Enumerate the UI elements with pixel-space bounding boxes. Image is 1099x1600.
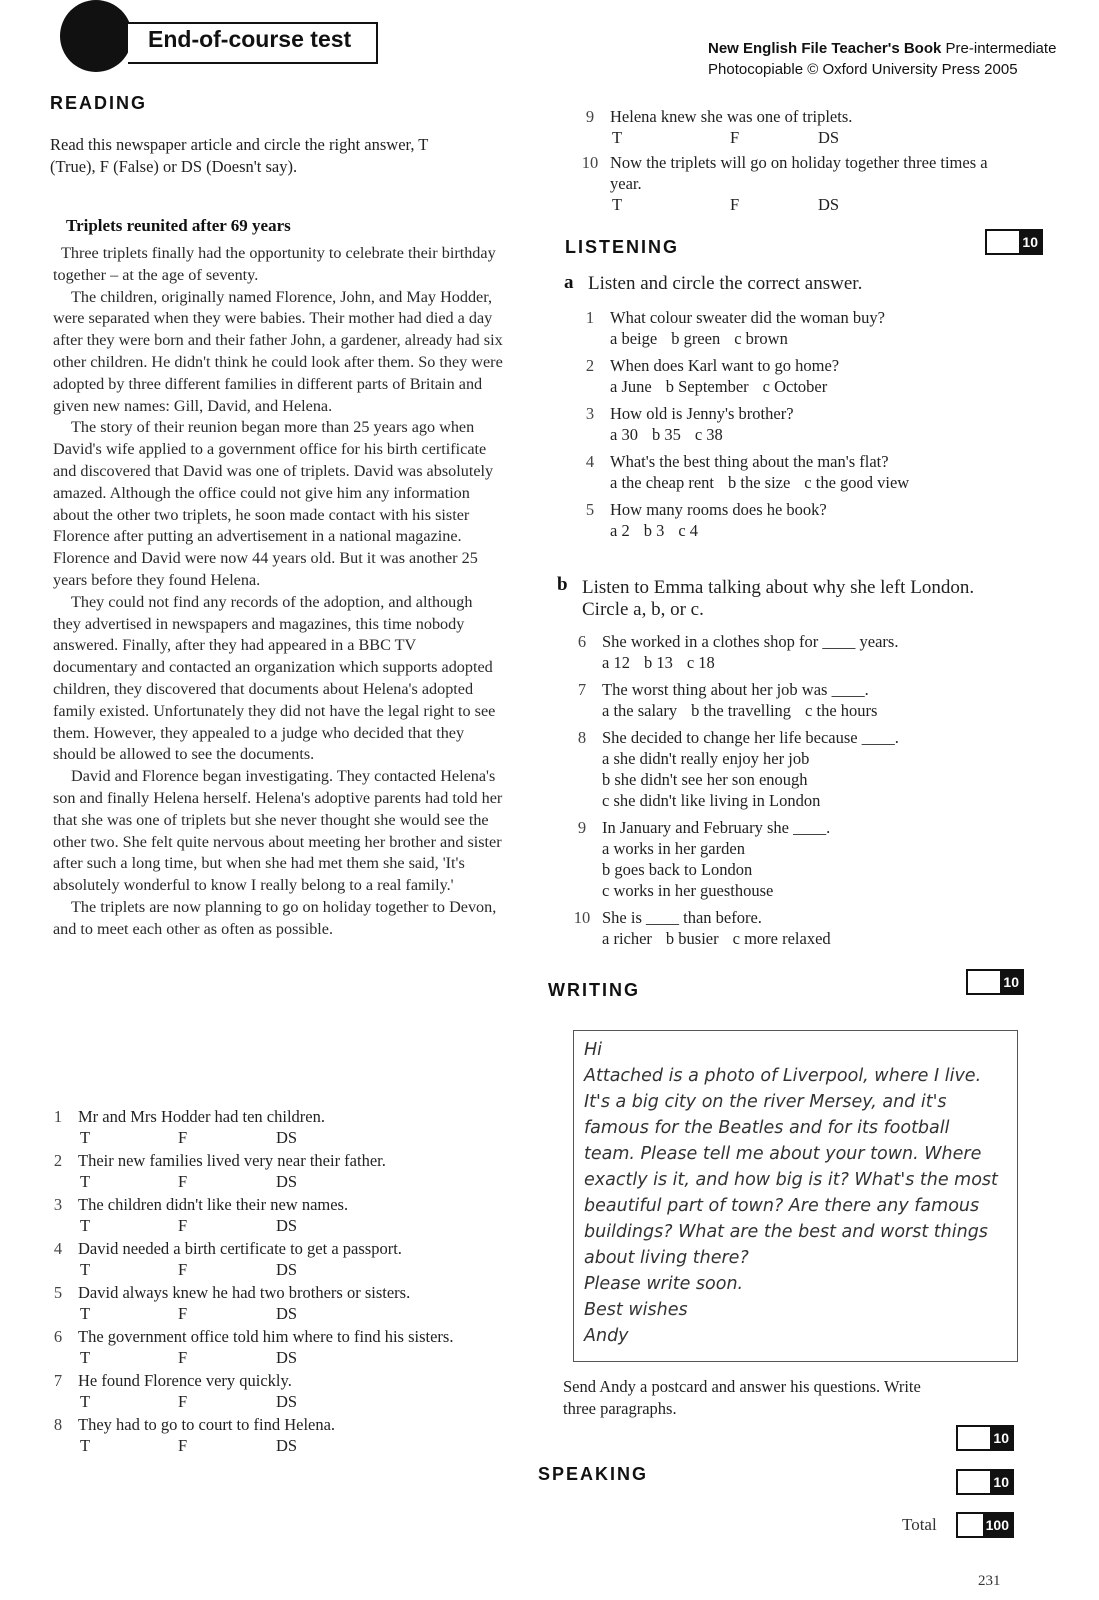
listening-question bbox=[580, 499, 1010, 541]
reading-question bbox=[580, 106, 1010, 148]
question-text: Now the triplets will go on holiday together three times a year. bbox=[610, 153, 988, 193]
question-number: 1 bbox=[53, 1107, 63, 1126]
speaking-heading: SPEAKING bbox=[538, 1464, 649, 1484]
question-number: 3 bbox=[53, 1195, 63, 1214]
option-a[interactable]: a she didn't really enjoy her job bbox=[602, 749, 810, 768]
answer-false[interactable]: F bbox=[730, 128, 740, 147]
reading-instruction bbox=[50, 134, 510, 177]
article-paragraph: Three triplets finally had the opportunity to celebrate their birthday together – at the age of seventy. bbox=[53, 244, 496, 284]
listening-part-b-instruction bbox=[582, 577, 1042, 621]
answer-doesnt-say[interactable]: DS bbox=[276, 1348, 298, 1367]
option-c[interactable]: c 38 bbox=[694, 425, 723, 444]
answer-true[interactable]: T bbox=[80, 1436, 91, 1455]
option-c[interactable]: c more relaxed bbox=[732, 929, 831, 948]
option-c[interactable]: c the good view bbox=[804, 473, 910, 492]
question-text: They had to go to court to find Helena. bbox=[78, 1415, 336, 1434]
total-label: Total bbox=[902, 1515, 937, 1534]
question-text: She worked in a clothes shop for ____ years. bbox=[602, 632, 899, 651]
question-text: In January and February she ____. bbox=[602, 818, 831, 837]
reading-question bbox=[580, 152, 1010, 215]
speaking-score-box[interactable] bbox=[956, 1469, 1014, 1495]
email-line: Attached is a photo of Liverpool, where I live. bbox=[584, 1066, 982, 1086]
question-number: 6 bbox=[577, 632, 587, 651]
answer-false[interactable]: F bbox=[178, 1392, 188, 1411]
answer-doesnt-say[interactable]: DS bbox=[276, 1392, 298, 1411]
answer-false[interactable]: F bbox=[178, 1436, 188, 1455]
reading-question bbox=[48, 1414, 508, 1456]
listening-question bbox=[572, 907, 1012, 949]
answer-true[interactable]: T bbox=[612, 195, 623, 214]
reading-question bbox=[48, 1326, 478, 1368]
option-a[interactable]: a June bbox=[610, 377, 652, 396]
answer-true[interactable]: T bbox=[80, 1348, 91, 1367]
email-line: Please write soon. bbox=[584, 1274, 744, 1294]
reading-questions-right bbox=[580, 106, 1010, 215]
option-b[interactable]: b the travelling bbox=[691, 701, 792, 720]
answer-false[interactable]: F bbox=[178, 1348, 188, 1367]
option-a[interactable]: a 12 bbox=[602, 653, 630, 672]
option-a[interactable]: a 2 bbox=[610, 521, 630, 540]
question-number: 6 bbox=[53, 1327, 63, 1346]
email-line: team. Please tell me about your town. Where bbox=[584, 1144, 982, 1164]
option-b[interactable]: b green bbox=[671, 329, 721, 348]
email-box bbox=[573, 1030, 1018, 1362]
question-text: She decided to change her life because ____. bbox=[602, 728, 899, 747]
page-number: 231 bbox=[978, 1573, 1001, 1589]
total-score-box[interactable] bbox=[956, 1512, 1014, 1538]
question-text: What colour sweater did the woman buy? bbox=[610, 308, 885, 327]
answer-doesnt-say[interactable]: DS bbox=[818, 128, 840, 147]
reading-heading: READING bbox=[50, 93, 148, 113]
answer-true[interactable]: T bbox=[80, 1304, 91, 1323]
article-paragraph: David and Florence began investigating. They contacted Helena's son and finally Helena herself. Helena's adoptive parents had told her that she was one of triplets but she never thought she would see the other two. She felt quite nervous about meeting her brother and sister after such a long time, but when she had met them she said, 'It's absolutely wonderful to know I really belong to a real family.' bbox=[53, 767, 503, 895]
reading-instruction-line-2: (True), F (False) or DS (Doesn't say). bbox=[50, 156, 298, 176]
listening-question bbox=[580, 403, 1010, 445]
option-b[interactable]: b she didn't see her son enough bbox=[602, 770, 808, 789]
question-number: 10 bbox=[581, 153, 599, 172]
answer-false[interactable]: F bbox=[178, 1128, 188, 1147]
listening-question bbox=[572, 817, 1012, 901]
question-text: The government office told him where to find his sisters. bbox=[78, 1327, 454, 1346]
question-text: Helena knew she was one of triplets. bbox=[610, 107, 853, 126]
email-line: beautiful part of town? Are there any famous bbox=[584, 1196, 980, 1216]
reading-question bbox=[48, 1150, 508, 1192]
reading-score: 10 bbox=[1019, 231, 1041, 253]
answer-false[interactable]: F bbox=[730, 195, 740, 214]
answer-doesnt-say[interactable]: DS bbox=[276, 1172, 298, 1191]
reading-score-box[interactable] bbox=[985, 229, 1043, 255]
email-line: buildings? What are the best and worst things bbox=[584, 1222, 988, 1242]
article-paragraph: The story of their reunion began more than 25 years ago when David's wife applied to a government office for his birth certificate and discovered that David was one of triplets. David was absolutely amazed. Although the office could not give him any information about the other two triplets, he soon made contact with his sister Florence after putting an advertisement in a national magazine. Florence and David were now 44 years old. But it was another 25 years before they found Helena. bbox=[53, 418, 494, 589]
question-number: 9 bbox=[577, 818, 587, 837]
question-text: When does Karl want to go home? bbox=[610, 356, 840, 375]
answer-true[interactable]: T bbox=[80, 1128, 91, 1147]
question-text: David always knew he had two brothers or sisters. bbox=[78, 1283, 411, 1302]
question-number: 4 bbox=[585, 452, 595, 471]
question-text: She is ____ than before. bbox=[602, 908, 762, 927]
option-c[interactable]: c works in her guesthouse bbox=[602, 881, 774, 900]
writing-heading: WRITING bbox=[548, 980, 640, 1000]
writing-score: 10 bbox=[990, 1427, 1012, 1449]
publisher-book: New English File Teacher's Book bbox=[708, 40, 942, 57]
option-b[interactable]: b the size bbox=[727, 473, 791, 492]
question-number: 3 bbox=[585, 404, 595, 423]
listening-heading: LISTENING bbox=[565, 237, 680, 257]
question-number: 10 bbox=[573, 908, 591, 927]
listening-part-b-instruction-line-2: Circle a, b, or c. bbox=[582, 599, 704, 620]
answer-false[interactable]: F bbox=[178, 1304, 188, 1323]
question-text: The children didn't like their new names. bbox=[78, 1195, 349, 1214]
article-title: Triplets reunited after 69 years bbox=[66, 216, 291, 235]
listening-part-a-letter: a bbox=[564, 272, 574, 293]
answer-true[interactable]: T bbox=[80, 1216, 91, 1235]
question-number: 8 bbox=[577, 728, 587, 747]
question-text: How old is Jenny's brother? bbox=[610, 404, 794, 423]
question-text: Their new families lived very near their father. bbox=[78, 1151, 386, 1170]
option-a[interactable]: a 30 bbox=[610, 425, 638, 444]
listening-score-box[interactable] bbox=[966, 969, 1024, 995]
writing-task bbox=[563, 1376, 1003, 1419]
reading-question bbox=[48, 1238, 508, 1280]
listening-question bbox=[580, 355, 1010, 397]
answer-doesnt-say[interactable]: DS bbox=[276, 1436, 298, 1455]
email-line: It's a big city on the river Mersey, and it's bbox=[584, 1092, 947, 1112]
option-a[interactable]: a works in her garden bbox=[602, 839, 745, 858]
listening-part-a-instruction: Listen and circle the correct answer. bbox=[588, 273, 863, 294]
answer-true[interactable]: T bbox=[80, 1392, 91, 1411]
question-text: David needed a birth certificate to get a passport. bbox=[78, 1239, 402, 1258]
option-c[interactable]: c brown bbox=[734, 329, 788, 348]
article-body bbox=[53, 243, 503, 941]
listening-part-b-questions bbox=[572, 631, 1012, 949]
email-line: Andy bbox=[584, 1326, 629, 1346]
option-b[interactable]: b 35 bbox=[651, 425, 681, 444]
question-text: How many rooms does he book? bbox=[610, 500, 827, 519]
question-number: 5 bbox=[53, 1283, 63, 1302]
copyright: Photocopiable © Oxford University Press 2005 bbox=[708, 61, 1018, 78]
listening-question bbox=[580, 307, 1010, 349]
question-number: 8 bbox=[53, 1415, 63, 1434]
email-line: exactly is it, and how big is it? What's the most bbox=[584, 1170, 998, 1190]
article-paragraph: They could not find any records of the adoption, and although they advertised in newspapers and magazines, this time nobody answered. Finally, after they had appeared in a BBC TV documentary and contacted an organization which supports adopted children, they discovered that documents about Helena's adopted family existed. Unfortunately they did not have the legal right to see them. However, they appealed to a judge who decided that they should be allowed to see the documents. bbox=[53, 592, 496, 764]
question-number: 9 bbox=[585, 107, 595, 126]
question-text: Mr and Mrs Hodder had ten children. bbox=[78, 1107, 325, 1126]
answer-false[interactable]: F bbox=[178, 1216, 188, 1235]
reading-question bbox=[48, 1194, 508, 1236]
answer-true[interactable]: T bbox=[612, 128, 623, 147]
listening-part-a-questions bbox=[580, 307, 1010, 541]
option-b[interactable]: b 3 bbox=[643, 521, 665, 540]
speaking-score: 10 bbox=[990, 1471, 1012, 1493]
question-number: 5 bbox=[585, 500, 595, 519]
writing-task-line-2: three paragraphs. bbox=[563, 1398, 677, 1418]
article-paragraph: The triplets are now planning to go on holiday together to Devon, and to meet each other as often as possible. bbox=[53, 897, 497, 938]
option-c[interactable]: c the hours bbox=[805, 701, 878, 720]
reading-instruction-line-1: Read this newspaper article and circle the right answer, T bbox=[50, 135, 429, 154]
answer-false[interactable]: F bbox=[178, 1172, 188, 1191]
option-c[interactable]: c October bbox=[762, 377, 828, 396]
listening-part-b-instruction-line-1: Listen to Emma talking about why she left London. bbox=[582, 577, 975, 598]
option-b[interactable]: b 13 bbox=[643, 653, 673, 672]
page-title: End-of-course test bbox=[148, 26, 352, 52]
question-number: 4 bbox=[53, 1239, 63, 1258]
answer-false[interactable]: F bbox=[178, 1260, 188, 1279]
reading-question bbox=[48, 1106, 508, 1148]
listening-question bbox=[572, 727, 1012, 811]
email-line: about living there? bbox=[584, 1248, 749, 1268]
question-text: The worst thing about her job was ____. bbox=[602, 680, 869, 699]
question-number: 7 bbox=[53, 1371, 63, 1390]
option-b[interactable]: b September bbox=[665, 377, 749, 396]
answer-true[interactable]: T bbox=[80, 1172, 91, 1191]
option-c[interactable]: c 4 bbox=[678, 521, 699, 540]
option-a[interactable]: a richer bbox=[602, 929, 652, 948]
option-c[interactable]: c 18 bbox=[686, 653, 715, 672]
option-b[interactable]: b goes back to London bbox=[602, 860, 753, 879]
answer-true[interactable]: T bbox=[80, 1260, 91, 1279]
answer-doesnt-say[interactable]: DS bbox=[276, 1216, 298, 1235]
email-line: Hi bbox=[584, 1040, 603, 1060]
email-line: Best wishes bbox=[584, 1300, 688, 1320]
header-decoration-circle bbox=[60, 0, 132, 72]
publisher-info bbox=[708, 38, 1056, 80]
answer-doesnt-say[interactable]: DS bbox=[818, 195, 840, 214]
option-a[interactable]: a the cheap rent bbox=[610, 473, 714, 492]
question-number: 7 bbox=[577, 680, 587, 699]
question-text: He found Florence very quickly. bbox=[78, 1371, 292, 1390]
listening-part-b-letter: b bbox=[557, 574, 568, 595]
publisher-level: Pre-intermediate bbox=[941, 40, 1057, 57]
answer-doesnt-say[interactable]: DS bbox=[276, 1260, 298, 1279]
question-number: 2 bbox=[53, 1151, 63, 1170]
answer-doesnt-say[interactable]: DS bbox=[276, 1304, 298, 1323]
option-b[interactable]: b busier bbox=[665, 929, 719, 948]
reading-questions-left bbox=[48, 1106, 508, 1458]
writing-score-box[interactable] bbox=[956, 1425, 1014, 1451]
reading-question bbox=[48, 1370, 508, 1412]
option-a[interactable]: a beige bbox=[610, 329, 658, 348]
question-text: What's the best thing about the man's flat? bbox=[610, 452, 889, 471]
listening-question bbox=[580, 451, 1010, 493]
answer-doesnt-say[interactable]: DS bbox=[276, 1128, 298, 1147]
question-number: 2 bbox=[585, 356, 595, 375]
article-paragraph: The children, originally named Florence, John, and May Hodder, were separated when they were babies. Their mother had died a day after they were born and their father John, a gardener, already had six other children. He didn't think he could look after them. So they were adopted by three different families in different parts of Britain and given new names: Gill, David, and Helena. bbox=[53, 287, 503, 415]
listening-question bbox=[572, 631, 1012, 673]
listening-score: 10 bbox=[1000, 971, 1022, 993]
email-line: famous for the Beatles and for its football bbox=[584, 1118, 950, 1138]
question-number: 1 bbox=[585, 308, 595, 327]
listening-question bbox=[572, 679, 1012, 721]
reading-question bbox=[48, 1282, 508, 1324]
total-score: 100 bbox=[983, 1514, 1012, 1536]
option-a[interactable]: a the salary bbox=[602, 701, 678, 720]
option-c[interactable]: c she didn't like living in London bbox=[602, 791, 821, 810]
writing-task-line-1: Send Andy a postcard and answer his questions. Write bbox=[563, 1377, 921, 1396]
